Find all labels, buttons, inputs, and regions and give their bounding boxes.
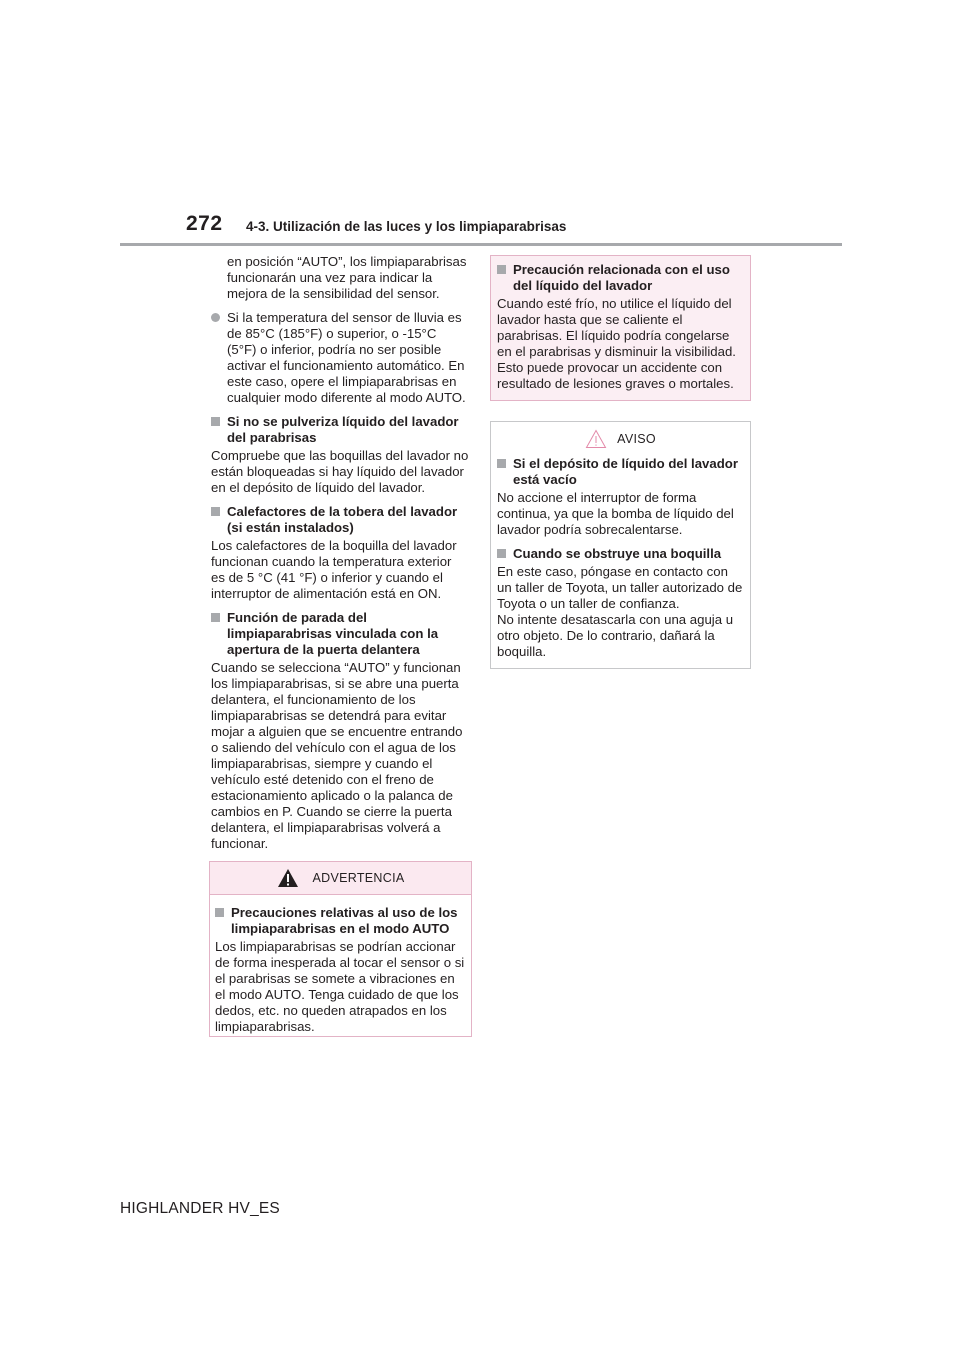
precaution-box <box>490 255 751 401</box>
square-bullet-icon <box>497 459 506 468</box>
square-bullet-icon <box>215 908 224 917</box>
square-bullet-icon <box>497 549 506 558</box>
notice-text: En este caso, póngase en contacto con un taller de Toyota, un taller autorizado de Toyota o un taller de confianza. <box>497 564 743 611</box>
notice-header <box>497 422 744 456</box>
warning-box <box>209 861 472 1037</box>
warning-header <box>210 862 471 895</box>
warning-body <box>210 895 471 1035</box>
bullet-dot-icon <box>211 313 220 322</box>
square-bullet-icon <box>211 507 220 516</box>
notice-heading-text: Cuando se obstruye una boquilla <box>513 546 722 561</box>
warning-title: ADVERTENCIA <box>312 871 405 885</box>
intro-paragraph: en posición “AUTO”, los limpiaparabrisas funcionarán una vez para indicar la mejora de la sensibilidad del sensor. <box>227 254 467 301</box>
warning-text: Los limpiaparabrisas se podrían accionar de forma inesperada al tocar el sensor o si el parabrisas se somete a vibraciones en el modo AUTO. Tenga cuidado de que los dedos, etc. no queden atrapados en los limpiaparabrisas. <box>215 939 465 1034</box>
bullet-text: Si la temperatura del sensor de lluvia es de 85°C (185°F) o superior, o -15°C (5°F) o inferior, podría no ser posible activar el funcionamiento automático. En este caso, opere el limpiaparabrisas en cualquier modo diferente al modo AUTO. <box>227 310 466 405</box>
precaution-heading <box>497 262 744 294</box>
caution-triangle-icon <box>585 429 607 449</box>
section-heading <box>211 414 469 446</box>
notice-heading <box>497 456 744 488</box>
notice-heading-text: Si el depósito de líquido del lavador está vacío <box>513 456 738 487</box>
section-heading-text: Función de parada del limpiaparabrisas vinculada con la apertura de la puerta delantera <box>227 610 439 657</box>
footer-model: HIGHLANDER HV_ES <box>120 1200 280 1217</box>
notice-heading <box>497 546 744 562</box>
precaution-heading-text: Precaución relacionada con el uso del líquido del lavador <box>513 262 730 293</box>
precaution-text: Cuando esté frío, no utilice el líquido del lavador hasta que se caliente el parabrisas. El líquido podría congelarse en el parabrisas y disminuir la visibilidad. Esto puede provocar un accidente con resultado de lesiones graves o mortales. <box>497 296 736 391</box>
notice-text: No accione el interruptor de forma continua, ya que la bomba de líquido del lavador podría sobrecalentarse. <box>497 490 734 537</box>
square-bullet-icon <box>211 613 220 622</box>
section-body: Compruebe que las boquillas del lavador no están bloqueadas si hay líquido del lavador en el depósito de líquido del lavador. <box>211 448 469 495</box>
square-bullet-icon <box>497 265 506 274</box>
notice-box <box>490 421 751 669</box>
warning-heading-text: Precauciones relativas al uso de los limpiaparabrisas en el modo AUTO <box>231 905 458 936</box>
section-heading-text: Si no se pulveriza líquido del lavador del parabrisas <box>227 414 459 445</box>
list-item <box>211 310 469 406</box>
header-divider <box>120 243 842 246</box>
notice-text: No intente desatascarla con una aguja u otro objeto. De lo contrario, dañará la boquilla. <box>497 612 734 659</box>
section-body: Cuando se selecciona “AUTO” y funcionan los limpiaparabrisas, si se abre una puerta delantera, el funcionamiento de los limpiaparabrisas se detendrá para evitar mojar a alguien que se encuentre entrando o saliendo del vehículo con el agua de los limpiaparabrisas, siempre y cuando el vehículo esté detenido con el freno de estacionamiento aplicado o la palanca de cambios en P. Cuando se cierre la puerta delantera, el limpiaparabrisas volverá a funcionar. <box>211 660 463 851</box>
notice-title: AVISO <box>617 432 656 446</box>
section-heading <box>211 610 469 658</box>
section-heading <box>211 504 469 536</box>
page-number: 272 <box>186 212 223 235</box>
left-column <box>211 254 469 860</box>
section-body: Los calefactores de la boquilla del lavador funcionan cuando la temperatura exterior es de 5 °C (41 °F) o inferior y cuando el interruptor de alimentación está en ON. <box>211 538 457 601</box>
section-title: 4-3. Utilización de las luces y los limpiaparabrisas <box>246 219 567 234</box>
square-bullet-icon <box>211 417 220 426</box>
section-heading-text: Calefactores de la tobera del lavador (si están instalados) <box>227 504 458 535</box>
warning-triangle-icon <box>277 868 299 888</box>
warning-heading <box>215 905 465 937</box>
